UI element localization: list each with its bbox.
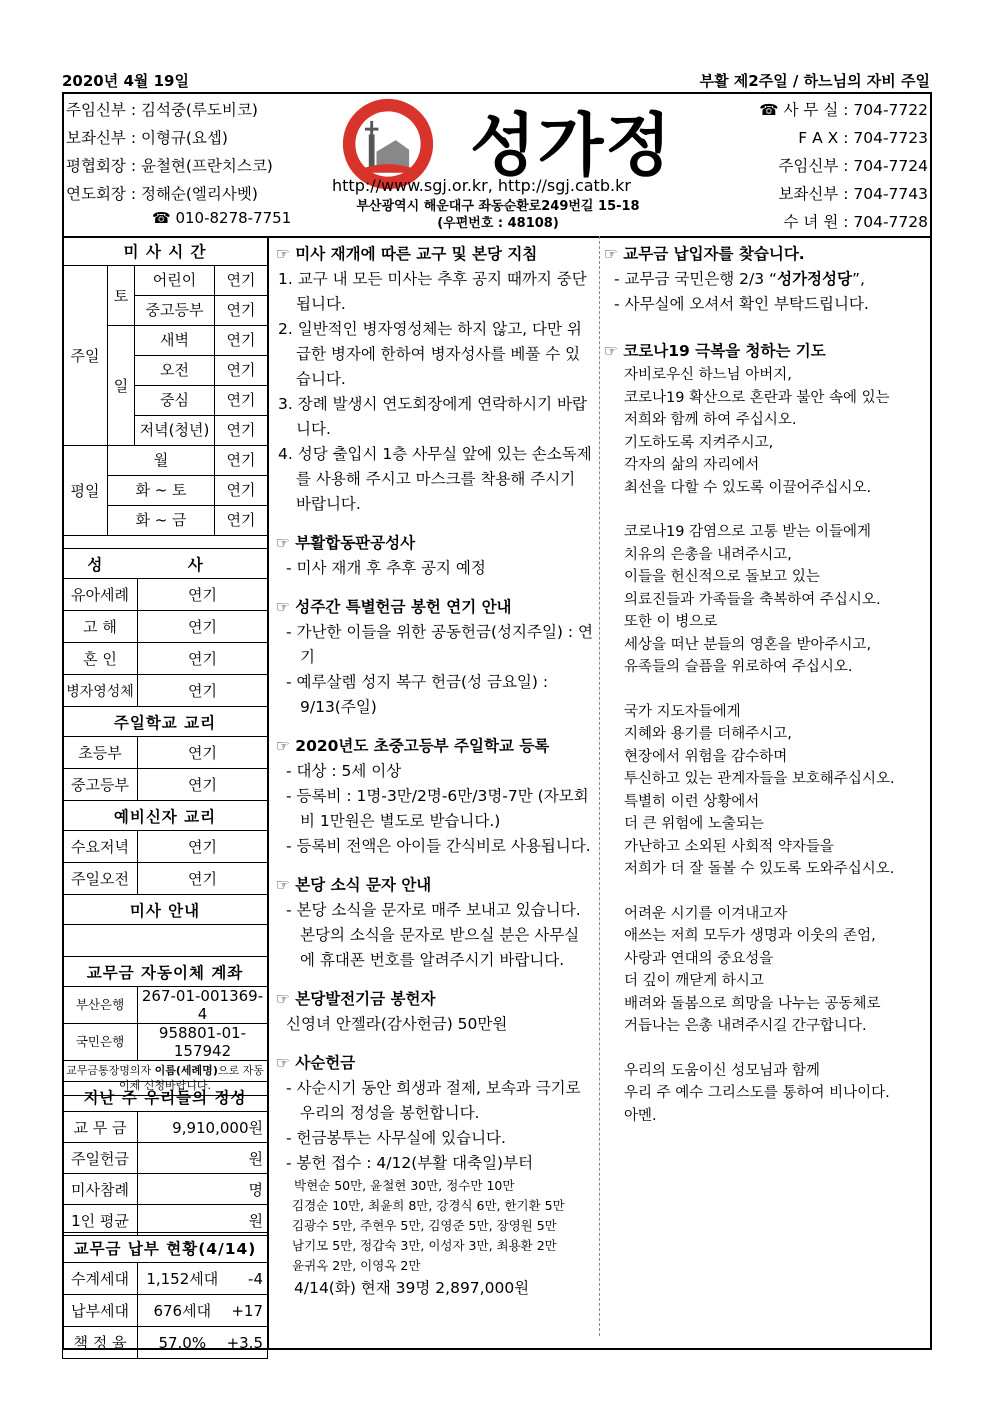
mass-times-title: 미 사 시 간 xyxy=(63,236,268,266)
autopay-bank: 부산은행 xyxy=(63,987,138,1024)
sundayschool-title: 주일학교 교리 xyxy=(63,707,268,737)
prayer-line: 가난하고 소외된 사회적 약자들을 xyxy=(624,838,834,855)
announcement-item: - 등록비 전액은 아이들 간식비로 사용됩니다. xyxy=(286,837,591,855)
bulletin-title: 성가정 xyxy=(470,107,674,186)
column-divider-dashed xyxy=(599,236,600,1336)
sundayschool-name: 초등부 xyxy=(63,737,138,769)
prayer-line: 최선을 다할 수 있도록 이끌어주십시오. xyxy=(624,479,872,496)
sacrament-value: 연기 xyxy=(138,675,268,707)
sundayschool-value: 연기 xyxy=(138,769,268,801)
offerings-title: 지난 주 우리들의 정성 xyxy=(63,1082,268,1112)
announcement-item: - 등록비 : 1명-3만/2명-6만/3명-7만 (자모회비 1만원은 별도로 받습니다.) xyxy=(286,787,589,830)
announcement-item: - 봉헌 접수 : 4/12(부활 대축일)부터 xyxy=(286,1154,534,1172)
dues-search-1a: - 교무금 국민은행 2/3 “ xyxy=(614,270,778,288)
council-line: 평협회장 : 윤철현(프란치스코) xyxy=(66,157,273,175)
office-phone: ☎ 사 무 실 : 704-7722 xyxy=(759,101,928,119)
section-heading: ☞ 성주간 특별헌금 봉헌 연기 안내 xyxy=(276,598,512,616)
header-staff xyxy=(66,96,273,208)
prayer-paragraph xyxy=(624,701,926,881)
offering-value: 원 xyxy=(138,1143,268,1174)
mass-value: 연기 xyxy=(226,361,256,379)
sacrament-value: 연기 xyxy=(138,643,268,675)
section-heading: ☞ 2020년도 초중고등부 주일학교 등록 xyxy=(276,737,550,755)
sacraments-table xyxy=(62,548,268,1096)
dues-table xyxy=(62,1232,268,1359)
mass-name: 저녁(청년) xyxy=(135,416,215,445)
section-heading: ☞ 본당발전기금 봉헌자 xyxy=(276,990,436,1008)
announcement-item: 신영녀 안젤라(감사헌금) 50만원 xyxy=(286,1015,508,1033)
prayer-line: 투신하고 있는 관계자들을 보호해주십시오. xyxy=(624,771,895,787)
prayer-line: 의료진들과 가족들을 축복하여 주십시오. xyxy=(624,591,881,608)
top-line xyxy=(62,70,930,91)
convent-phone: 수 녀 원 : 704-7728 xyxy=(783,213,928,231)
prayer-line: 유족들의 슬픔을 위로하여 주십시오. xyxy=(624,659,853,675)
prayer-line: 이들을 헌신적으로 돌보고 있는 xyxy=(624,569,820,585)
prayer-line: 또한 이 병으로 xyxy=(624,614,718,630)
saturday-label: 토 xyxy=(108,266,135,326)
section-heading: ☞ 부활합동판공성사 xyxy=(276,534,416,552)
mass-value: 연기 xyxy=(226,421,256,439)
sundayschool-value: 연기 xyxy=(138,737,268,769)
mass-value: 연기 xyxy=(226,511,256,529)
autopay-account: 267-01-001369-4 xyxy=(138,987,268,1024)
mass-name: 오전 xyxy=(135,356,215,385)
assistant-phone: 보좌신부 : 704-7743 xyxy=(778,185,928,203)
donor-line: 김경순 10만, 최윤희 8만, 강경식 6만, 한기환 5만 xyxy=(292,1198,565,1213)
prayer-line: 배려와 돌봄으로 희망을 나누는 공동체로 xyxy=(624,995,881,1012)
mass-value: 연기 xyxy=(226,331,256,349)
prayer-line: 우리 주 예수 그리스도를 통하여 비나이다. xyxy=(624,1085,890,1101)
prayer-line: 코로나19 감염으로 고통 받는 이들에게 xyxy=(624,524,871,540)
prayer-line: 사랑과 연대의 중요성을 xyxy=(624,950,774,967)
sacraments-title: 성 사 xyxy=(63,549,268,579)
section-heading: ☞ 교무금 납입자를 찾습니다. xyxy=(604,245,805,263)
section-heading: ☞ 본당 소식 문자 안내 xyxy=(276,876,432,894)
mass-name: 월 xyxy=(108,446,215,475)
announcement-item: - 예루살렘 성지 복구 헌금(성 금요일) : 9/13(주일) xyxy=(286,673,549,716)
donor-line: 남기모 5만, 정갑숙 3만, 이성자 3만, 최용환 2만 xyxy=(292,1238,557,1253)
offering-value: 원 xyxy=(138,1205,268,1236)
mass-value: 연기 xyxy=(226,301,256,319)
guideline-item: 3. 장례 발생시 연도회장에게 연락하시기 바랍니다. xyxy=(278,395,587,438)
offering-value: 9,910,000원 xyxy=(138,1112,268,1143)
section-heading: ☞ 미사 재개에 따른 교구 및 본당 지침 xyxy=(276,245,538,263)
mass-name: 새벽 xyxy=(135,326,215,355)
dues-name: 수계세대 xyxy=(63,1263,138,1295)
offering-name: 교 무 금 xyxy=(63,1112,138,1143)
prayer-line: 거듭나는 은총 내려주시길 간구합니다. xyxy=(624,1018,867,1034)
announcement-item: - 본당 소식을 문자로 매주 보내고 있습니다. 본당의 소식을 문자로 받으실 분은 사무실에 휴대폰 번호를 알려주시기 바랍니다. xyxy=(286,901,581,969)
donor-line: 박현순 50만, 윤철현 30만, 정수만 10만 xyxy=(294,1178,515,1193)
mass-value: 연기 xyxy=(226,391,256,409)
prayer-line: 우리의 도움이신 성모님과 함께 xyxy=(624,1062,820,1079)
offering-total: 4/14(화) 현재 39명 2,897,000원 xyxy=(294,1279,530,1297)
prayer-line: 저희가 더 잘 돌볼 수 있도록 도와주십시오. xyxy=(624,861,895,877)
autopay-title: 교무금 자동이체 계좌 xyxy=(63,957,268,987)
dues-change: +3.5 xyxy=(227,1327,268,1359)
sacrament-name: 혼 인 xyxy=(63,643,138,675)
mass-name: 화 ~ 금 xyxy=(108,506,215,535)
prayer-line: 치유의 은총을 내려주시고, xyxy=(624,546,792,563)
prayer-paragraph xyxy=(624,1060,926,1128)
prayer-line: 더 깊이 깨닫게 하시고 xyxy=(624,973,764,989)
catechumen-name: 수요저녁 xyxy=(63,831,138,863)
logo-tower xyxy=(369,134,375,167)
prayer-line: 더 큰 위험에 노출되는 xyxy=(624,816,764,832)
offering-name: 미사참례 xyxy=(63,1174,138,1205)
sunday-day-label: 일 xyxy=(108,326,135,446)
sacrament-name: 유아세례 xyxy=(63,579,138,611)
dues-count: 1,152세대 xyxy=(138,1263,227,1295)
announcement-item: - 미사 재개 후 추후 공지 예정 xyxy=(286,559,486,577)
autopay-note-2: 으로 자동이체 신청바랍니다. xyxy=(118,1064,264,1092)
issue-date: 2020년 4월 19일 xyxy=(62,72,189,90)
prayer-paragraph xyxy=(624,521,926,679)
address-line: 부산광역시 해운대구 좌동순환로249번길 15-18 xyxy=(356,199,640,214)
sunday-label: 주일 xyxy=(63,266,108,446)
prayer-line: 자비로우신 하느님 아버지, xyxy=(624,367,792,383)
sacrament-name: 고 해 xyxy=(63,611,138,643)
announcement-item: - 가난한 이들을 위한 공동헌금(성지주일) : 연기 xyxy=(286,623,594,666)
prayer-paragraph xyxy=(624,903,926,1038)
sacrament-name: 병자영성체 xyxy=(63,675,138,707)
pastor-phone: 주임신부 : 704-7724 xyxy=(778,157,928,175)
dues-title: 교무금 납부 현황(4/14) xyxy=(63,1233,268,1263)
postal-line: (우편번호 : 48108) xyxy=(437,216,559,231)
autopay-note-1: 교무금통장명의자 xyxy=(66,1064,155,1077)
announcement-item: - 사순시기 동안 희생과 절제, 보속과 극기로 우리의 정성을 봉헌합니다. xyxy=(286,1079,581,1122)
sundayschool-name: 중고등부 xyxy=(63,769,138,801)
autopay-account: 958801-01-157942 xyxy=(138,1024,268,1061)
catechumen-name: 주일오전 xyxy=(63,863,138,895)
offering-name: 주일헌금 xyxy=(63,1143,138,1174)
dues-search-1b: 성가정성당 xyxy=(777,270,852,288)
mass-value: 연기 xyxy=(226,271,256,289)
dues-change: +17 xyxy=(227,1295,268,1327)
prayer-line: 애쓰는 저희 모두가 생명과 이웃의 존엄, xyxy=(624,928,876,944)
announcement-item: - 대상 : 5세 이상 xyxy=(286,762,402,780)
liturgical-sunday: 부활 제2주일 / 하느님의 자비 주일 xyxy=(699,72,930,90)
section-heading: ☞ 코로나19 극복을 청하는 기도 xyxy=(604,342,826,360)
pastor-line: 주임신부 : 김석중(루도비코) xyxy=(66,101,258,119)
dues-change: -4 xyxy=(227,1263,268,1295)
prayer-paragraph xyxy=(624,364,926,499)
prayer-text xyxy=(604,364,926,1127)
dues-search-1c: ”, xyxy=(851,270,865,288)
prayer-line: 아멘. xyxy=(624,1107,657,1124)
header-phones xyxy=(759,96,928,236)
weekday-label: 평일 xyxy=(63,446,108,536)
prayer-line: 각자의 삶의 자리에서 xyxy=(624,457,760,473)
offering-value: 명 xyxy=(138,1174,268,1205)
dues-name: 납부세대 xyxy=(63,1295,138,1327)
prayer-line: 저희와 함께 하여 주십시오. xyxy=(624,412,797,428)
prayer-line: 국가 지도자들에게 xyxy=(624,703,741,720)
offerings-table xyxy=(62,1081,268,1236)
autopay-bank: 국민은행 xyxy=(63,1024,138,1061)
catechumen-value: 연기 xyxy=(138,831,268,863)
assistant-line: 보좌신부 : 이형규(요셉) xyxy=(66,129,228,147)
catechumen-value: 연기 xyxy=(138,863,268,895)
prayer-line: 코로나19 확산으로 혼란과 불안 속에 있는 xyxy=(624,389,890,406)
prayer-line: 어려운 시기를 이겨내고자 xyxy=(624,905,788,922)
fax-number: F A X : 704-7723 xyxy=(798,129,928,147)
massinfo-title: 미사 안내 xyxy=(63,895,268,925)
dues-count: 676세대 xyxy=(138,1295,227,1327)
dues-search-line: - 사무실에 오셔서 확인 부탁드립니다. xyxy=(614,295,869,313)
donor-line: 윤귀옥 2만, 이영옥 2만 xyxy=(292,1258,421,1273)
yeondo-line: 연도회장 : 정해순(엘리사벳) xyxy=(66,185,258,203)
right-column xyxy=(604,242,926,1127)
mass-value: 연기 xyxy=(226,481,256,499)
yeondo-phone: ☎ 010-8278-7751 xyxy=(152,209,292,227)
prayer-line: 현장에서 위험을 감수하며 xyxy=(624,748,788,765)
sacrament-value: 연기 xyxy=(138,611,268,643)
website-urls[interactable]: http://www.sgj.or.kr, http://sgj.catb.kr xyxy=(332,176,631,195)
section-heading: ☞ 사순헌금 xyxy=(276,1054,356,1072)
offering-name: 1인 평균 xyxy=(63,1205,138,1236)
announcements-column xyxy=(276,242,594,1301)
dues-count: 57.0% xyxy=(138,1327,227,1359)
sacrament-value: 연기 xyxy=(138,579,268,611)
announcement-item: - 헌금봉투는 사무실에 있습니다. xyxy=(286,1129,506,1147)
church-address xyxy=(338,198,658,232)
dues-search-line xyxy=(604,267,926,292)
prayer-line: 특별히 이런 상황에서 xyxy=(624,793,760,810)
autopay-note-bold: 이름(세례명) xyxy=(154,1064,218,1077)
guideline-item: 4. 성당 출입시 1층 사무실 앞에 있는 손소독제를 사용해 주시고 마스크를 착용해 주시기 바랍니다. xyxy=(278,445,592,513)
catechumen-title: 예비신자 교리 xyxy=(63,801,268,831)
guideline-item: 1. 교구 내 모든 미사는 추후 공지 때까지 중단됩니다. xyxy=(278,270,587,313)
mass-name: 어린이 xyxy=(135,266,215,295)
mass-name: 화 ~ 토 xyxy=(108,476,215,505)
prayer-line: 세상을 떠난 분들의 영혼을 받아주시고, xyxy=(624,636,872,653)
donor-line: 김광수 5만, 주현우 5만, 김영준 5만, 장영원 5만 xyxy=(292,1218,557,1233)
logo-cross-post xyxy=(370,121,373,134)
mass-name: 중심 xyxy=(135,386,215,415)
prayer-line: 지혜와 용기를 더해주시고, xyxy=(624,726,792,742)
mass-name: 중고등부 xyxy=(135,296,215,325)
guideline-item: 2. 일반적인 병자영성체는 하지 않고, 다만 위급한 병자에 한하여 병자성사를 베풀 수 있습니다. xyxy=(278,320,582,388)
mass-times-table xyxy=(62,236,268,536)
prayer-line: 기도하도록 지켜주시고, xyxy=(624,434,774,451)
dues-name: 책 정 율 xyxy=(63,1327,138,1359)
massinfo-empty xyxy=(63,925,268,957)
mass-value: 연기 xyxy=(226,451,256,469)
